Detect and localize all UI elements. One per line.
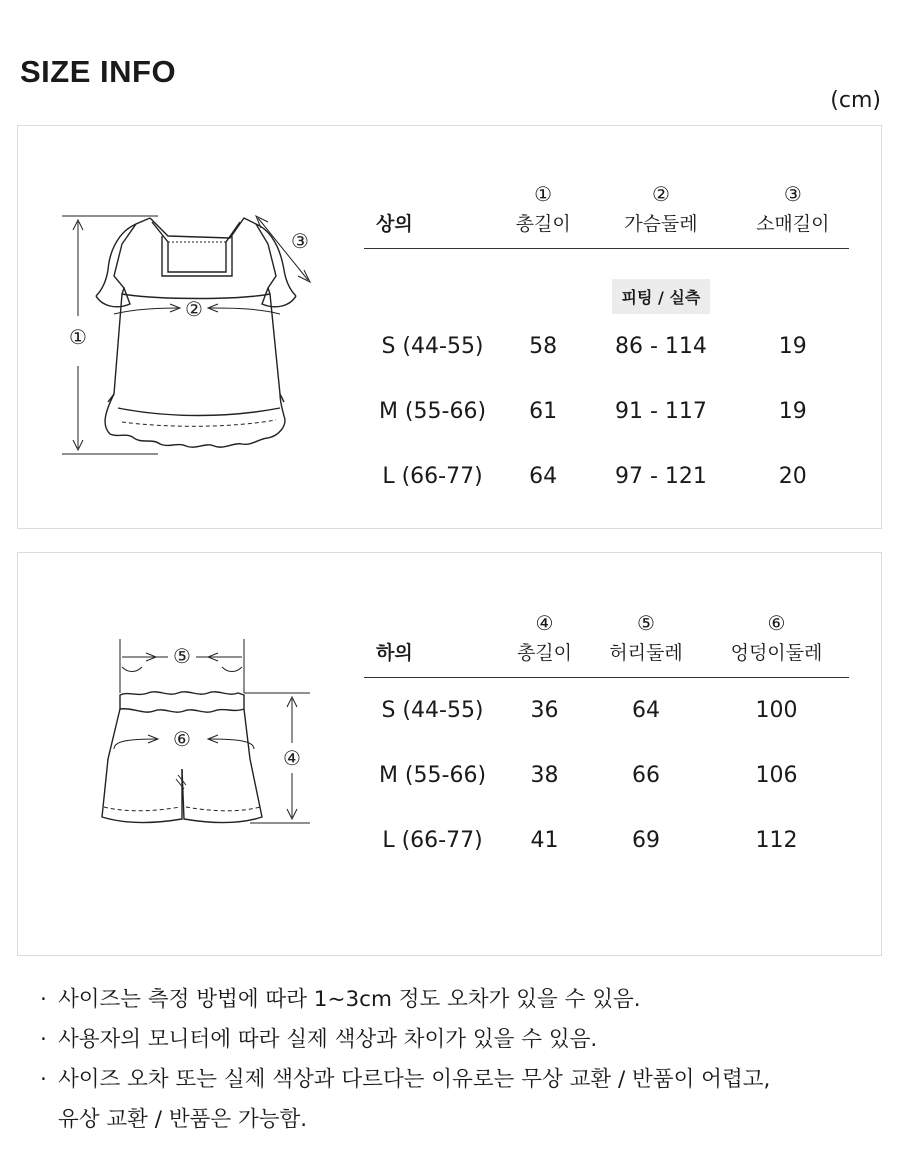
note-text: 사용자의 모니터에 따라 실제 색상과 차이가 있을 수 있음. [58, 1027, 598, 1052]
top-table-header [364, 174, 849, 249]
circle-1-icon: ① [534, 182, 553, 206]
note-text: 사이즈는 측정 방법에 따라 1~3cm 정도 오차가 있을 수 있음. [58, 987, 641, 1012]
note-text-continued: 유상 교환 / 반품은 가능함. [58, 1107, 308, 1132]
unit-label: (cm) [830, 88, 881, 113]
top-garment-illustration [18, 126, 358, 528]
bottom-size-table [364, 603, 849, 873]
marker-6-icon: ⑥ [173, 727, 191, 751]
bottom-col-waist: ⑤ 허리둘레 [588, 603, 704, 678]
circle-3-icon: ③ [783, 182, 802, 206]
marker-5-icon: ⑤ [173, 644, 191, 668]
bullet-icon: · [40, 987, 47, 1012]
list-item [40, 980, 770, 1020]
marker-1-icon: ① [69, 325, 87, 349]
top-col-sleeve: ③ 소매길이 [737, 174, 849, 249]
top-category-header [364, 174, 501, 249]
circle-6-icon: ⑥ [767, 611, 786, 635]
marker-3-icon: ③ [291, 229, 309, 253]
list-item [40, 1020, 770, 1060]
table-row: M (55-66) 38 66 106 [378, 763, 798, 788]
bottom-category-label: 하의 [376, 642, 413, 664]
bottom-table-header [364, 603, 849, 678]
top-col-length: ① 총길이 [501, 174, 585, 249]
bottom-col-length: ④ 총길이 [501, 603, 588, 678]
top-size-table [364, 174, 849, 509]
table-row: L (66-77) 64 97 - 121 20 [382, 464, 807, 489]
top-col-chest: ② 가슴둘레 [585, 174, 736, 249]
notes-list [40, 980, 770, 1140]
marker-4-icon: ④ [283, 746, 301, 770]
top-category-label: 상의 [376, 213, 413, 235]
list-item [40, 1060, 770, 1140]
bottom-col-hip: ⑥ 엉덩이둘레 [704, 603, 849, 678]
bottom-size-panel [17, 552, 882, 956]
fit-badge: 피팅 / 실측 [612, 279, 711, 314]
top-size-panel [17, 125, 882, 529]
table-row: S (44-55) 36 64 100 [381, 698, 798, 723]
bullet-icon: · [40, 1027, 47, 1052]
bullet-icon: · [40, 1067, 47, 1092]
table-row: S (44-55) 58 86 - 114 19 [381, 334, 807, 359]
bottom-category-header [364, 603, 501, 678]
marker-2-icon: ② [185, 297, 203, 321]
note-text: 사이즈 오차 또는 실제 색상과 다르다는 이유로는 무상 교환 / 반품이 어렵고, [58, 1067, 771, 1092]
circle-2-icon: ② [651, 182, 670, 206]
fit-badge-row [364, 249, 849, 315]
circle-4-icon: ④ [535, 611, 554, 635]
table-row: L (66-77) 41 69 112 [382, 828, 798, 853]
table-row: M (55-66) 61 91 - 117 19 [378, 399, 807, 424]
shorts-illustration [18, 553, 358, 955]
page-title: SIZE INFO [20, 54, 177, 89]
circle-5-icon: ⑤ [637, 611, 655, 635]
